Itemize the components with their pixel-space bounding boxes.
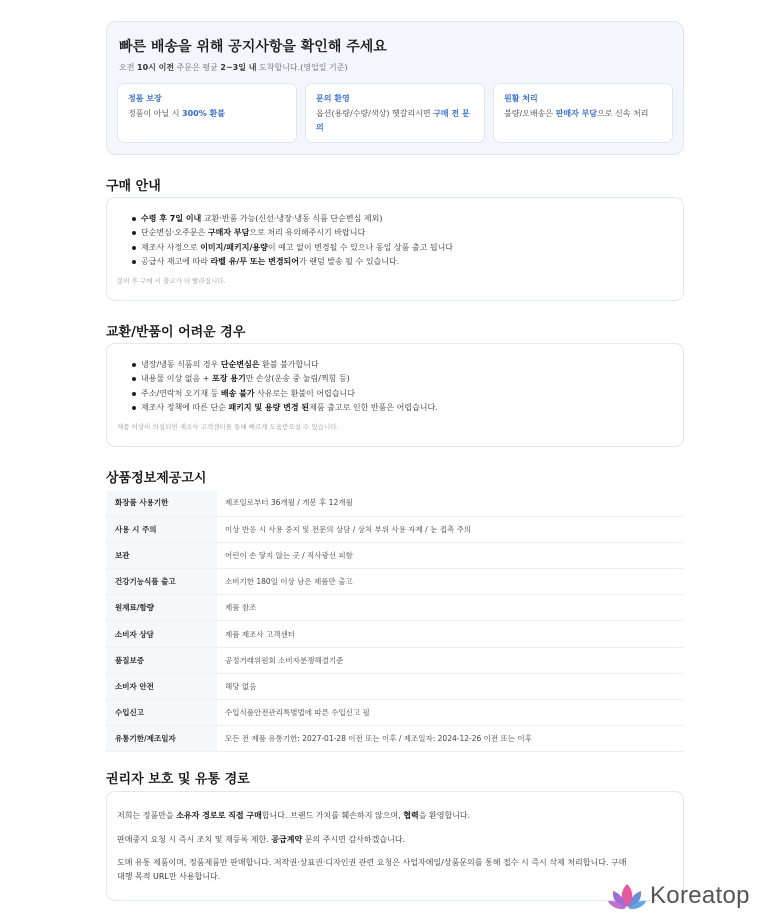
table-key: 사용 시 주의 [106,516,217,542]
list-item: 내용물 이상 없음 + 포장 용기만 손상(운송 중 눌림/찍힘 등) [141,372,438,386]
table-key: 수입신고 [106,700,217,726]
table-row [106,700,684,726]
returns-box [106,343,684,447]
info-heading: 상품정보제공고시 [106,471,207,486]
list-item: 제조사 정책에 따른 단순 패키지 및 용량 변경 된제품 출고로 인한 반품은 어렵습니다. [141,401,438,415]
table-value: 모든 전 제품 유통기한: 2027-01-28 이전 또는 이후 / 제조일자: 2024-12-26 이전 또는 이후 [217,726,684,752]
rights-paragraph-3-line-2: 대행 목적 URL만 사용합니다. [117,872,221,881]
card-body: 불량/오배송은 판매자 부담으로 신속 처리 [504,109,649,118]
table-key: 소비자 안전 [106,673,217,699]
brand-logo [608,881,750,911]
returns-note: 제품 이상이 의심되면 제조사 고객센터를 통해 빠르게 도움받으실 수 있습니다. [117,423,339,431]
list-item: 주소/연락처 오기재 등 배송 불가 사유로는 환불이 어렵습니다 [141,387,438,401]
purchase-heading: 구매 안내 [106,179,161,194]
table-value: 제조일로부터 36개월 / 개봉 후 12개월 [217,490,684,516]
table-key: 화장품 사용기한 [106,490,217,516]
list-item: 공급사 재고에 따라 라벨 유/무 또는 변경되어가 랜덤 발송 될 수 있습니다. [141,255,453,269]
rights-box [106,791,684,901]
table-key: 원재료/함량 [106,595,217,621]
notice-card-genuine [117,83,297,143]
notice-card-inquiry [305,83,485,143]
card-title: 문의 환영 [316,94,350,103]
table-row [106,490,684,516]
list-item: 제조사 사정으로 이미지/패키지/용량이 예고 없이 변경될 수 있으나 동일 상품 출고 됩니다 [141,241,453,255]
table-value: 해당 없음 [217,673,684,699]
notice-card-processing [493,83,673,143]
table-value: 공정거래위원회 소비자분쟁해결기준 [217,647,684,673]
card-body: 정품이 아닐 시 300% 환불 [128,109,225,118]
table-row [106,595,684,621]
table-key: 품질보증 [106,647,217,673]
table-value: 어린이 손 닿지 않는 곳 / 직사광선 피함 [217,542,684,568]
rights-paragraph-3-line-1: 도매 유통 제품이며, 정품제품만 판매합니다. 저작권·상표권·디자인권 관련 요청은 사업자메일/상품문의를 통해 접수 시 즉시 삭제 처리합니다. 구매 [117,858,627,867]
purchase-note: 문의 후 구매 시 출고가 더 빨라집니다. [117,277,226,285]
logo-text: Koreatop [650,882,750,909]
returns-heading: 교환/반품이 어려운 경우 [106,325,246,340]
purchase-box [106,197,684,301]
table-row [106,621,684,647]
returns-list [141,358,438,415]
table-key: 소비자 상담 [106,621,217,647]
table-row [106,647,684,673]
table-row [106,516,684,542]
lotus-icon [608,881,646,911]
card-title: 원활 처리 [504,94,538,103]
table-value: 이상 반응 시 사용 중지 및 전문의 상담 / 상처 부위 사용 자제 / 눈 접촉 주의 [217,516,684,542]
notice-box [106,21,684,155]
rights-paragraph-1: 저희는 정품만을 소유자 경로로 직접 구매합니다. 브랜드 가치를 훼손하지 않으며, 협력을 환영합니다. [117,811,471,820]
table-value: 제품 참조 [217,595,684,621]
rights-heading: 권리자 보호 및 유통 경로 [106,772,250,787]
card-body: 옵션(용량/수량/색상) 헷갈리시면 구매 전 문의 [316,109,470,132]
table-key: 건강기능식품 출고 [106,569,217,595]
rights-paragraph-2: 판매중지 요청 시 즉시 조치 및 재등록 제한. 공급계약 문의 주시면 감사하겠습니다. [117,835,406,844]
notice-title: 빠른 배송을 위해 공지사항을 확인해 주세요 [119,39,387,55]
table-key: 유통기한/제조일자 [106,726,217,752]
table-key: 보관 [106,542,217,568]
list-item: 냉장/냉동 식품의 경우 단순변심은 환불 불가합니다 [141,358,438,372]
table-row [106,726,684,752]
card-title: 정품 보장 [128,94,162,103]
list-item: 단순변심·오주문은 구매자 부담으로 처리 유의해주시기 바랍니다 [141,226,453,240]
table-value: 수입식품안전관리특별법에 따른 수입신고 필 [217,700,684,726]
table-row [106,569,684,595]
purchase-list [141,212,453,269]
table-value: 제품 제조사 고객센터 [217,621,684,647]
notice-subtitle: 오전 10시 이전 주문은 평균 2~3일 내 도착합니다.(영업일 기준) [119,63,348,72]
table-row [106,542,684,568]
table-row [106,673,684,699]
list-item: 수령 후 7일 이내 교환·반품 가능(신선·냉장·냉동 식품 단순변심 제외) [141,212,453,226]
table-value: 소비기한 180일 이상 남은 제품만 출고 [217,569,684,595]
info-table [106,490,684,752]
